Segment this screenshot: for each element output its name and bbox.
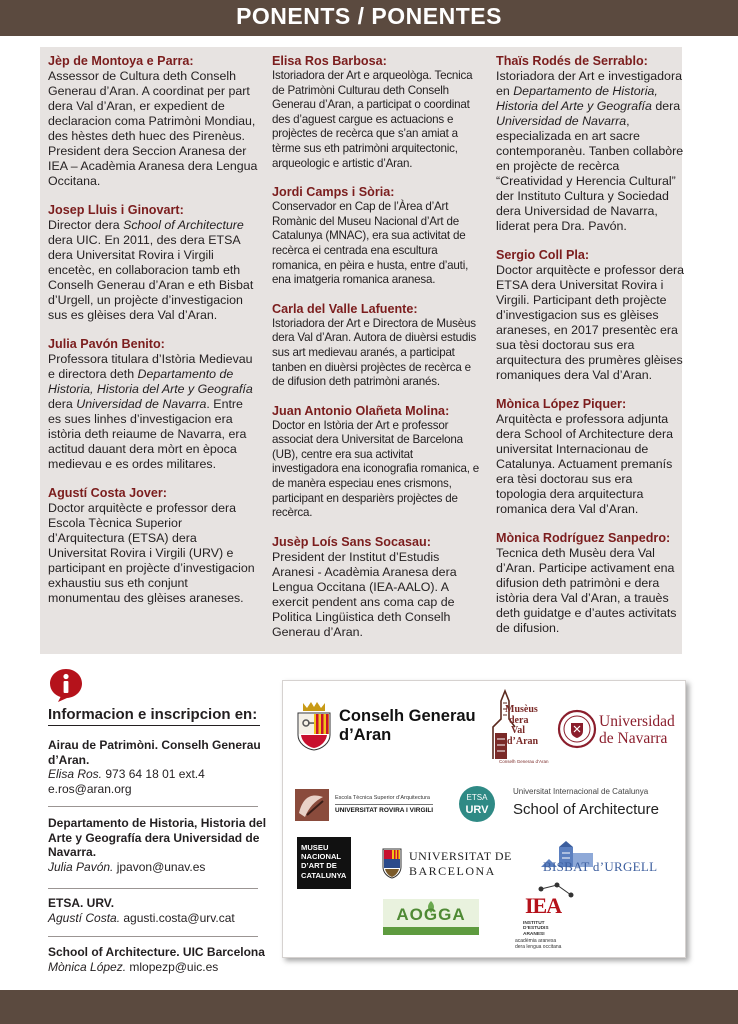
speaker-name: Josep Lluis i Ginovart [48,203,180,217]
speaker-name-colon: : [179,203,184,217]
speaker-name-colon: : [162,486,167,500]
speaker-bio [48,69,258,189]
speaker-name-line [272,535,482,550]
contact-block [48,896,268,925]
etsa-emblem-icon [293,787,333,825]
navarra-logo-line2: de Navarra [599,730,668,747]
speaker-bio-text: Tecnica deth Musèu dera Val d’Aran. Participe activament ena difusion deth patrimòni e dera istòria dera Val d’Aran, a trauès deth guidatge e d’autes activitats de difusion. [496,546,677,635]
speaker-name-line [272,54,482,69]
footer-bar [0,990,738,1024]
iea-line-3: ARANESI [523,931,545,937]
speaker-entry [496,531,686,636]
conselh-generau-logo [295,701,476,755]
speaker-bio [48,501,258,606]
contact-block [48,945,268,974]
mnac-logo [297,837,351,889]
speaker-name-line [272,302,482,317]
speaker-bio-text: President der Institut d’Estudis Aranesi - Acadèmia Aranesa dera Lengua Occitana (IEA-AALO). A exercit pendent ans coma cap de Politica Lingüistica deth Conselh Generau d’Aran. [272,549,457,639]
speaker-name: Elisa Ros Barbosa [272,54,383,68]
mnac-logo-text [301,843,346,880]
speaker-bio-italic: Universidad de Navarra [76,397,207,411]
contact-email[interactable]: jpavon@unav.es [113,859,206,874]
speaker-name-line [48,337,258,352]
speaker-name: Thaïs Rodés de Serrablo [496,54,644,68]
contact-person: Mònica López. [48,959,127,974]
speaker-name: Mònica Rodríguez Sanpedro [496,531,667,545]
speaker-bio [272,419,482,521]
etsa-urv-logo [293,785,499,829]
speaker-name-colon: : [643,54,648,68]
contact-line [48,860,268,875]
speaker-name: Jèp de Montoya e Parra [48,54,190,68]
speakers-column-3 [496,54,686,650]
info-heading: Informacion e inscripcion en: [48,706,260,726]
aogga-logo-text: AOGGA [396,905,466,924]
contact-person: Elisa Ros. [48,767,103,782]
page-title: PONENTS / PONENTES [236,3,502,29]
museus-word-2: dera [509,714,529,726]
speaker-bio [496,69,686,234]
navarra-logo-line1: Universidad [599,713,675,730]
contact-title: ETSA. URV. [48,896,115,910]
speaker-name-colon: : [189,54,194,68]
speaker-entry [48,337,258,472]
speaker-bio [496,263,686,383]
speaker-name: Jordi Camps i Sòria [272,185,391,200]
mnac-word-1: MUSEU [301,843,329,852]
iea-logo-letters: IEA [525,893,562,918]
sponsor-logos-box [282,680,686,958]
speakers-column-1 [48,54,258,620]
contact-person: Agustí Costa. [48,910,121,925]
speaker-name-line [496,397,686,412]
etsa-circle-text-1: ETSA [466,793,488,802]
speaker-name-line [272,185,482,200]
speaker-bio-text: Conservador en Cap de l’Àrea d’Art Romànic del Museu Nacional d’Art de Catalunya (MNAC), era sua activitat de recèrca ei centrada ena escultura romanica, en pèira e husta, entre d’auti, ena imatgeria romanica aranesa. [272,200,469,287]
contact-block [48,816,268,874]
iea-sub-1: acadèmia aranesa [515,938,557,944]
speaker-bio-text: Doctor arquitècte e professor dera Escola Tècnica Superior d’Arquitectura (ETSA) dera Universitat Rovira i Virgili (URV) e participant en projècte d’investigacion exhaustiu sus eth conjunt monumentau des glèises araneses. [48,501,255,605]
mnac-word-2: NACIONAL [301,852,342,862]
speaker-name: Carla del Valle Lafuente [272,301,414,316]
etsa-logo-big: UNIVERSITAT ROVIRA I VIRGILI [335,804,433,814]
speaker-bio-text: Doctor arquitècte e professor dera ETSA dera Universitat Rovira i Virgili. Participant deth projècte d’investigacion sus es glèises araneses, en 2017 presentèc era sua tèsi doctorau sus era arquitectura des prumères glèises romaniques dera Val d’Aran. [496,263,685,382]
speaker-name: Julia Pavón Benito [48,337,161,351]
speaker-bio-text: dera UIC. En 2011, des dera ETSA dera Universitat Rovira i Virgili encetèc, en collaboracion tamb eth Conselh Generau d’Aran e eth Bisbat d’Urgell, un projècte d’investigacion sus es glèises dera Val d’Aran. [48,233,254,322]
aran-coat-of-arms-icon [295,701,333,751]
contact-person: Julia Pavón. [48,859,114,874]
navarra-seal-icon [557,709,597,749]
speaker-bio-text: dera [651,99,681,113]
universidad-navarra-logo [557,707,683,753]
contact-line [48,960,268,975]
speaker-entry [272,185,482,288]
mnac-word-4: CATALUNYA [301,870,347,880]
speaker-name: Juan Antonio Olañeta Molina [272,403,446,418]
universitat-barcelona-logo [381,845,511,881]
speaker-name-line [496,248,686,263]
speaker-bio-text: Istoriadora der Art e Directora de Musèus dera Val d’Aran. Autora de diuèrsi estudis sus art medievau aranés, a participat tanben en diuèrsi projèctes de recèrca e de difusion deth patrimòni aranés. [272,316,477,389]
speaker-bio-text: Director dera [48,218,124,232]
speaker-bio-text: . Entre es sues linhes d’investigacion era istòria deth reiaume de Navarra, era actitud dauant dera mòrt en època medievau e es ordes militares. [48,397,247,471]
museus-word-3: Val [511,725,526,736]
etsa-circle-text-2: URV [465,804,489,816]
speaker-entry [272,535,482,640]
speaker-name-colon: : [445,403,450,418]
speaker-bio [272,200,482,288]
speakers-column-2 [272,54,482,654]
speaker-name-colon: : [621,397,627,411]
speaker-name-line [48,54,258,69]
speaker-name: Sergio Coll Pla [496,248,585,262]
speaker-name-colon: : [413,301,418,316]
contact-phone: 973 64 18 01 ext.4 [102,767,205,782]
info-icon [48,667,84,703]
speaker-bio-text: Arquitècta e professora adjunta dera School of Architecture dera universitat Internacionau de Catalunya. Actuament premanís era tèsi doctorau sus era topologia dera arquitectura romanica dera Val d’Aran. [496,412,674,516]
bisbat-urgell-logo [533,841,683,881]
speaker-name-colon: : [160,337,165,351]
mnac-word-3: D’ART DE [301,861,337,871]
speaker-bio-text: Istoriadora der Art e arqueològa. Tecnica de Patrimòni Culturau deth Conselh Generau d’Aran, a participat o coordinat des d’aguest cargue es actuacions e projèctes de recèrca que s’an amiat a tèrme sus eth patrimòni arquitectonic, arqueologic e artistic d’Aran. [272,69,473,170]
contact-email[interactable]: mlopezp@uic.es [126,959,219,974]
contact-email[interactable]: e.ros@aran.org [48,781,132,796]
speaker-bio-text: Professora titulara d’Istòria Medievau e directora deth [48,352,253,381]
speaker-name-colon: : [584,248,590,262]
speaker-bio [496,412,686,517]
speaker-bio-text: dera [48,397,77,411]
museus-logo-text [505,705,538,747]
speaker-bio [272,550,482,640]
speaker-entry [496,54,686,234]
speaker-bio-italic: Departamento de Historia, Historia del Arte y Geografía [48,367,253,396]
speaker-name: Mònica López Piquer [496,397,622,411]
uic-logo-small: Universitat Internacional de Catalunya [513,787,649,796]
speaker-entry [496,248,686,383]
contact-line [48,911,268,926]
museus-logo-sub: Conselh Generau d’Aran [499,759,549,764]
ub-shield-icon [381,847,403,879]
contact-title: School of Architecture. UIC Barcelona [48,945,265,959]
contact-title: Airau de Patrimòni. Conselh Generau d’Aran. [48,738,261,767]
speaker-entry [48,203,258,323]
speaker-bio-text: Assessor de Cultura deth Conselh Generau d’Aran. A coordinat per part dera Val d’Aran, er expedient de declaracion coma Patrimòni Mondiau, des hèstes deth huec des Pirenèus. President dera Seccion Aranesa der IEA – Acadèmia Aranesa dera Lengua Occitana. [48,69,258,188]
speaker-name-line [48,486,258,501]
museus-val-aran-logo [481,689,551,771]
contact-divider [48,936,258,937]
speaker-entry [272,302,482,390]
speaker-entry [48,486,258,606]
iea-logo-sub [515,939,561,951]
uic-school-architecture-logo [513,787,683,827]
contact-divider [48,806,258,807]
speaker-name-colon: : [390,185,395,200]
contact-divider [48,888,258,889]
aogga-logo [383,899,479,935]
museus-word-1: Musèus [505,704,538,715]
contact-email[interactable]: agusti.costa@urv.cat [120,910,235,925]
iea-logo-lines [523,921,549,937]
speaker-name-colon: : [382,54,387,68]
speaker-entry [272,404,482,521]
speaker-bio [272,317,482,390]
speaker-bio-text: Istoriadora der Art e investigadora en [496,69,682,98]
contact-block [48,738,268,796]
iea-sub-2: dera lengua occitana [515,943,562,950]
speaker-bio-italic: Departamento de Historia, Historia del Arte y Geografía [496,84,658,113]
bisbat-logo-text: BISBAT d’URGELL [543,859,658,874]
speaker-name-line [48,203,258,218]
speaker-bio [48,352,258,472]
header-bar [0,0,738,36]
conselh-logo-line2: d’Aran [339,726,392,744]
speaker-entry [48,54,258,189]
conselh-logo-line1: Conselh Generau [339,707,476,725]
speaker-bio [272,69,482,171]
speaker-bio [48,218,258,323]
iea-line-2: D’ESTUDIS [523,926,549,932]
speaker-bio-text: , especializada en art sacre contemporanèu. Tanben collabòre en projècte de recèrca “Creatividad y Herencia Cultural” der Instituto Cultura y Sociedad dera Universidad de Navarra, liderat pera Dra. Pavón. [496,114,684,233]
speaker-name-colon: : [666,531,671,545]
speaker-bio-text: Doctor en Istòria der Art e professor associat dera Universitat de Barcelona (UB), centre era sua activitat investigadora ena iconografia romanica, e de manèra especiau enes crismons, participant en desparièrs projèctes de recèrca. [272,418,480,520]
ub-logo-line1: UNIVERSITAT DE [409,849,512,863]
speaker-name-colon: : [426,534,431,549]
museus-word-4: d’Aran [507,735,539,747]
iea-line-1: INSTITUT [523,921,545,926]
ub-logo-line2: BARCELONA [409,864,496,878]
uic-logo-big: School of Architecture [513,801,659,818]
contact-line [48,767,268,782]
speaker-bio [496,546,686,636]
speaker-name-line [272,404,482,419]
contact-title: Departamento de Historia, Historia del Arte y Geografía dera Universidad de Navarra. [48,816,267,860]
speaker-bio-italic: Universidad de Navarra [496,114,627,128]
speaker-entry [496,397,686,517]
speaker-name-line [496,54,686,69]
speaker-name-line [496,531,686,546]
speaker-bio-italic: School of Architecture [123,218,244,232]
etsa-logo-small: Escola Tècnica Superior d’Arquitectura [335,795,430,801]
speaker-entry [272,54,482,171]
speaker-name: Agustí Costa Jover [48,486,163,500]
iea-logo [515,881,605,957]
speaker-name: Jusèp Loís Sans Socasau [272,534,427,549]
